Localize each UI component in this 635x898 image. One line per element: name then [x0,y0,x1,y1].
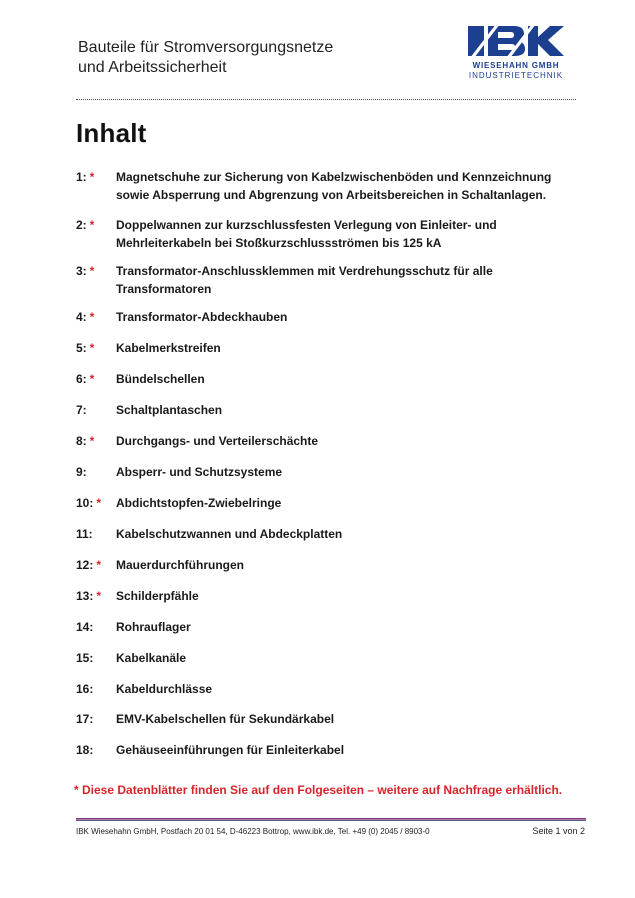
toc-entry-number [76,710,116,728]
toc-entry-asterisk: * [89,310,95,324]
toc-entry-asterisk: * [89,218,95,232]
toc-entry-number [76,556,116,574]
toc-entry-number-text: 16: [76,682,94,696]
toc-entry-title-line: Mauerdurchführungen [116,558,244,572]
toc-entry-number-text: 13: [76,589,94,603]
toc-entry-number-text: 4: [76,310,87,324]
toc-entry-number [76,216,116,234]
toc-entry-title [116,680,566,698]
toc-entry-asterisk: * [96,589,102,603]
toc-entry-title [116,741,566,759]
toc-entry-title [116,401,566,419]
toc-entry-number-text: 9: [76,465,87,479]
toc-entry-number-text: 7: [76,403,87,417]
toc-entry-title [116,308,566,326]
toc-entry-title-line: Abdichtstopfen-Zwiebelringe [116,496,282,510]
toc-entry-title [116,649,566,667]
page-heading: Inhalt [76,118,147,148]
footer-address: IBK Wiesehahn GmbH, Postfach 20 01 54, D-46223 Bottrop, www.ibk.de, Tel. +49 (0) 2045 / 8903-0 [76,827,430,836]
toc-entry-title [116,587,566,605]
toc-entry-number-text: 15: [76,651,94,665]
toc-entry-title [116,618,566,636]
toc-entry-number [76,463,116,481]
toc-entry-asterisk: * [96,558,102,572]
toc-entry-title [116,432,566,450]
logo-company-name: WIESEHAHN GMBH [472,61,560,70]
footer-page-number: Seite 1 von 2 [532,826,585,836]
toc-entry-title-line: Kabeldurchlässe [116,682,213,696]
logo-company-subtitle: INDUSTRIETECHNIK [468,71,564,80]
toc-entry-asterisk: * [89,264,95,278]
toc-entry-asterisk: * [89,341,95,355]
toc-entry-number [76,370,116,388]
toc-entry-number-text: 5: [76,341,87,355]
toc-entry-title-line: Transformator-Abdeckhauben [116,310,288,324]
toc-entry-title-line: Rohrauflager [116,620,191,634]
toc-entry-title-line: Absperr- und Schutzsysteme [116,465,283,479]
toc-entry-title [116,339,566,357]
toc-entry-number-text: 11: [76,527,93,541]
toc-entry-title [116,525,566,543]
toc-entry-number [76,680,116,698]
toc-entry-number-text: 10: [76,496,94,510]
header-title-line-2: und Arbeitssicherheit [78,59,227,76]
toc-entry-title-line: Schilderpfähle [116,589,199,603]
ibk-logo-mark-icon [466,24,566,58]
toc-entry-title-line: Bündelschellen [116,372,205,386]
footnote: * Diese Datenblätter finden Sie auf den Folgeseiten – weitere auf Nachfrage erhältlich. [74,783,563,797]
toc-entry-number-text: 1: [76,170,87,184]
toc-entry-asterisk: * [89,372,95,386]
toc-entry-number [76,494,116,512]
toc-entry-title-line: Mehrleiterkabeln bei Stoßkurzschlussströmen bis 125 kA [116,236,442,250]
toc-entry-title [116,370,566,388]
toc-entry-title-line: Doppelwannen zur kurzschlussfesten Verlegung von Einleiter- und [116,218,497,232]
toc-entry-title [116,494,566,512]
toc-entry-number [76,339,116,357]
toc-entry-title-line: Kabelschutzwannen und Abdeckplatten [116,527,343,541]
toc-entry-number [76,262,116,280]
toc-entry-number-text: 8: [76,434,87,448]
toc-entry-number-text: 12: [76,558,94,572]
toc-entry-number-text: 17: [76,712,94,726]
toc-entry-title-line: sowie Absperrung und Abgrenzung von Arbeitsbereichen in Schaltanlagen. [116,188,547,202]
toc-entry-number-text: 6: [76,372,87,386]
toc-entry-asterisk: * [89,434,95,448]
toc-entry-title-line: Gehäuseeinführungen für Einleiterkabel [116,743,345,757]
toc-entry-number [76,168,116,186]
toc-entry-number [76,587,116,605]
toc-entry-title [116,262,566,298]
document-header-title [78,38,408,78]
toc-entry-number-text: 2: [76,218,87,232]
toc-entry-title-line: Transformatoren [116,282,212,296]
toc-entry-title-line: Magnetschuhe zur Sicherung von Kabelzwischenböden und Kennzeichnung [116,170,552,184]
toc-entry-title-line: Transformator-Anschlussklemmen mit Verdrehungsschutz für alle [116,264,493,278]
toc-entry-title [116,556,566,574]
toc-entry-title-line: Kabelmerkstreifen [116,341,221,355]
toc-entry-number-text: 3: [76,264,87,278]
toc-entry-title [116,710,566,728]
toc-entry-number-text: 14: [76,620,94,634]
toc-entry-number [76,308,116,326]
toc-entry-number [76,432,116,450]
footer-divider [76,818,586,821]
toc-entry-number [76,649,116,667]
toc-entry-title-line: Kabelkanäle [116,651,187,665]
toc-entry-asterisk: * [96,496,102,510]
toc-entry-number [76,741,116,759]
toc-entry-title-line: Durchgangs- und Verteilerschächte [116,434,319,448]
toc-entry-number-text: 18: [76,743,94,757]
header-title-line-1: Bauteile für Stromversorgungsnetze [78,39,334,56]
toc-entry-title-line: Schaltplantaschen [116,403,223,417]
toc-entry-asterisk: * [89,170,95,184]
toc-entry-number [76,618,116,636]
toc-entry-number [76,401,116,419]
toc-entry-title [116,463,566,481]
toc-entry-number [76,525,116,543]
toc-entry-title-line: EMV-Kabelschellen für Sekundärkabel [116,712,335,726]
header-divider [76,99,576,100]
toc-entry-title [116,168,566,204]
toc-entry-title [116,216,566,252]
